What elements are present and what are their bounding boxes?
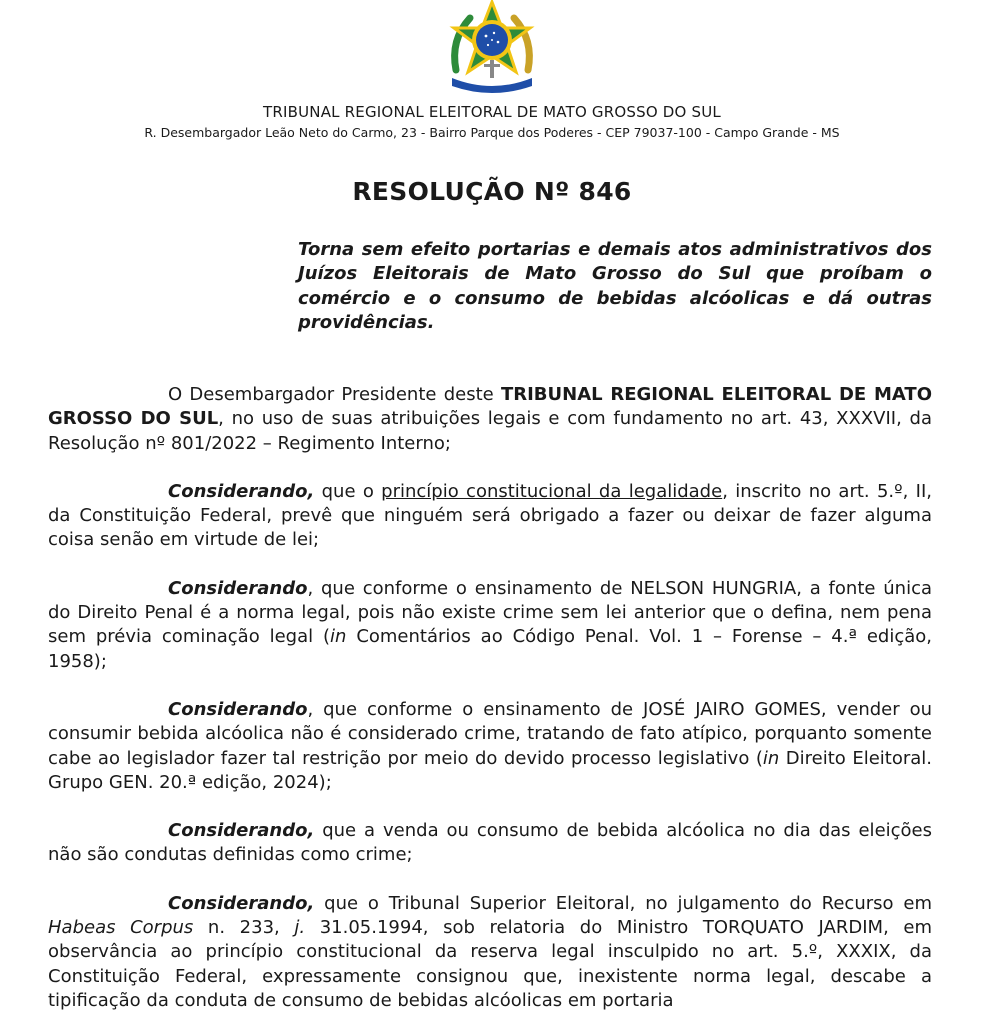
italic-term: in [762,747,780,769]
preamble-text-2: , no uso de suas atribuições legais e com fundamento no art. 43, XXXVII, da Resolução nº 801/2022 – Regimento Interno; [48,408,932,454]
considerando-paragraph [48,577,932,674]
paragraph-text: , que conforme o ensinamento de JOSÉ JAIRO GOMES, vender ou consumir bebida alcóolica não é considerado crime, tratando de fato atípico, porquanto somente cabe ao legislador fazer tal restrição por meio do devido processo legislativo ( [48,698,932,769]
paragraph-text: que o [314,480,382,502]
paragraph-text: 31.05.1994, sob relatoria do Ministro TORQUATO JARDIM, em observância ao princípio constitucional da reserva legal insculpido no art. 5.º, XXXIX, da Constituição Federal, expressamente consignou que, inexistente norma legal, descabe a tipificação da conduta de consumo de bebidas alcóolicas em portaria [48,917,933,1011]
court-name-inline: TRIBUNAL REGIONAL ELEITORAL DE MATO GROSSO DO SUL [48,384,932,430]
court-address: R. Desembargador Leão Neto do Carmo, 23 - Bairro Parque dos Poderes - CEP 79037-100 - Campo Grande - MS [144,125,840,140]
preamble-text-1: O Desembargador Presidente deste [168,384,501,405]
considerando-keyword: Considerando, [168,480,315,502]
paragraph-text: , que conforme o ensinamento de NELSON HUNGRIA, a fonte única do Direito Penal é a norma legal, pois não existe crime sem lei anterior que o defina, nem pena sem prévia cominação legal ( [48,577,932,648]
preamble-paragraph [48,383,932,456]
italic-term: j. [294,917,306,939]
considerando-keyword: Considerando, [168,820,315,842]
paragraph-text: Comentários ao Código Penal. Vol. 1 – Forense – 4.ª edição, 1958); [48,626,932,672]
paragraph-text: n. 233, [193,917,295,939]
considerando-keyword: Considerando [168,698,308,720]
brazil-coat-of-arms-icon [436,0,548,98]
considerando-paragraph [48,892,932,1013]
ementa: Torna sem efeito portarias e demais atos administrativos dos Juízos Eleitorais de Mato Grosso do Sul que proíbam o comércio e o consumo de bebidas alcóolicas e dá outras providências. [298,239,932,333]
paragraph-text: Direito Eleitoral. Grupo GEN. 20.ª edição, 2024); [48,747,932,793]
considerando-keyword: Considerando, [168,892,315,914]
considerando-paragraph [48,819,932,868]
paragraph-text: , inscrito no art. 5.º, II, da Constituição Federal, prevê que ninguém será obrigado a fazer ou deixar de fazer alguma coisa senão em virtude de lei; [48,480,932,551]
resolution-title: RESOLUÇÃO Nº 846 [352,177,632,206]
italic-term: in [330,626,347,648]
paragraph-text: que o Tribunal Superior Eleitoral, no julgamento do Recurso em [314,892,932,914]
paragraph-text: que a venda ou consumo de bebida alcóolica no dia das eleições não são condutas definidas como crime; [48,820,932,866]
considerando-keyword: Considerando [168,577,308,599]
considerando-paragraph [48,698,932,795]
resolution-body [48,383,932,1013]
underlined-principle: princípio constitucional da legalidade [381,480,723,502]
considerando-paragraph [48,480,932,553]
italic-term: Habeas Corpus [48,917,194,939]
court-name: TRIBUNAL REGIONAL ELEITORAL DE MATO GROSSO DO SUL [263,103,721,121]
